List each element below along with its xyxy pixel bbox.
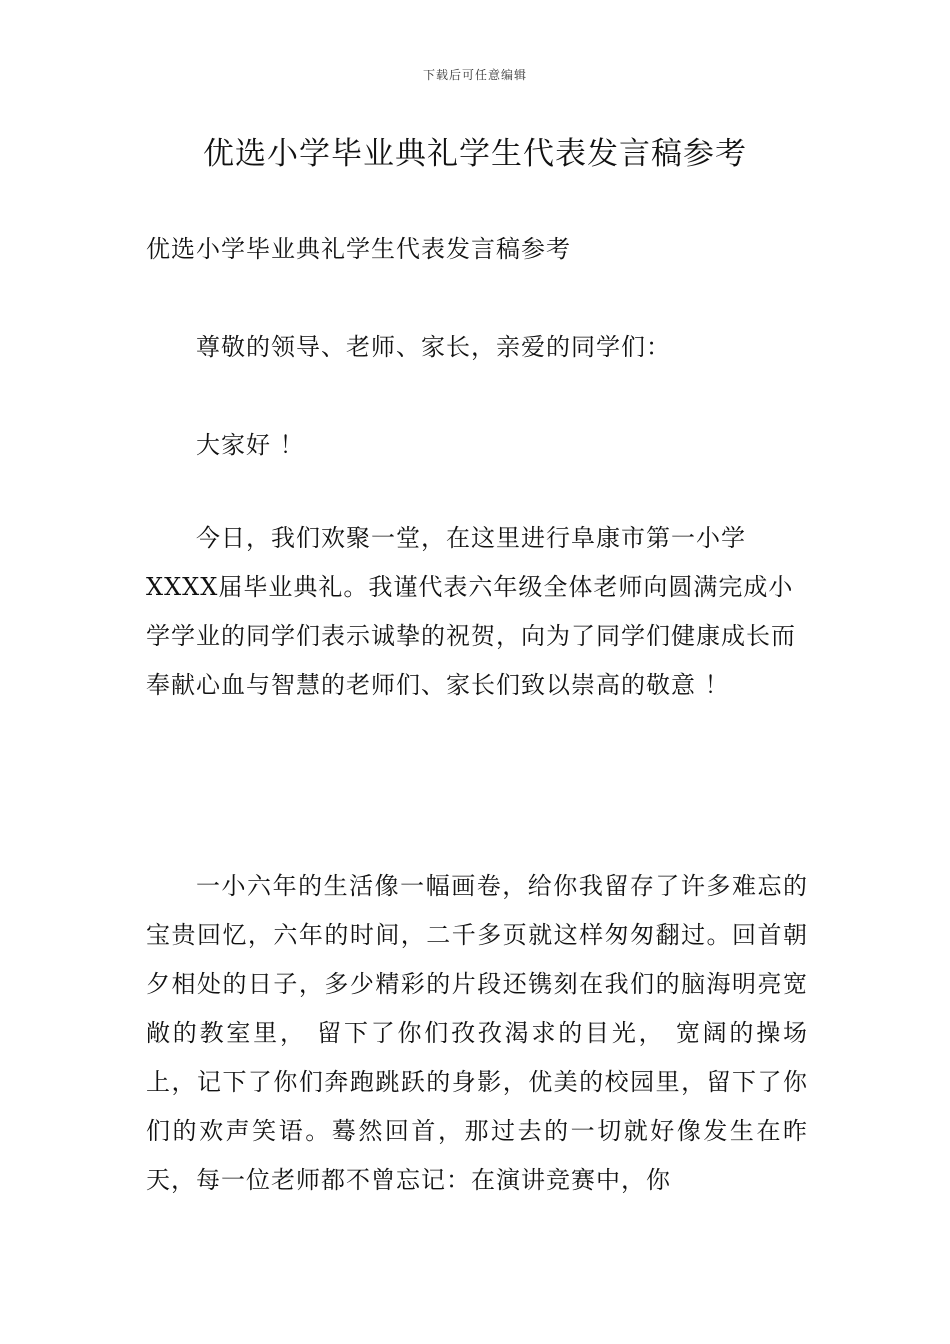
salutation: 尊敬的领导、老师、家长，亲爱的同学们： <box>196 333 671 361</box>
header-note: 下载后可任意编辑 <box>422 68 527 82</box>
greeting-line: 大家好 ！ <box>196 431 305 459</box>
document-title: 优选小学毕业典礼学生代表发言稿参考 <box>203 136 747 172</box>
document-body <box>146 226 808 1205</box>
paragraph-2: 一小六年的生活像一幅画卷，给你我留存了许多难忘的宝贵回忆，六年的时间，二千多页就这样匆匆翻过。回首朝夕相处的日子，多少精彩的片段还镌刻在我们的脑海明亮宽敞的教室里， 留下了你们孜孜渴求的目光， 宽阔的操场上，记下了你们奔跑跳跃的身影，优美的校园里，留下了你们的欢声笑语。蓦然回首，那过去的一切就好像发生在昨天，每一位老师都不曾忘记：在演讲竞赛中，你 <box>146 872 808 1194</box>
document-subtitle: 优选小学毕业典礼学生代表发言稿参考 <box>146 235 571 263</box>
paragraph-1: 今日，我们欢聚一堂，在这里进行阜康市第一小学XXXX届毕业典礼。我谨代表六年级全体老师向圆满完成小学学业的同学们表示诚挚的祝贺，向为了同学们健康成长而奉献心血与智慧的老师们、家长们致以崇高的敬意 ！ <box>146 524 796 699</box>
